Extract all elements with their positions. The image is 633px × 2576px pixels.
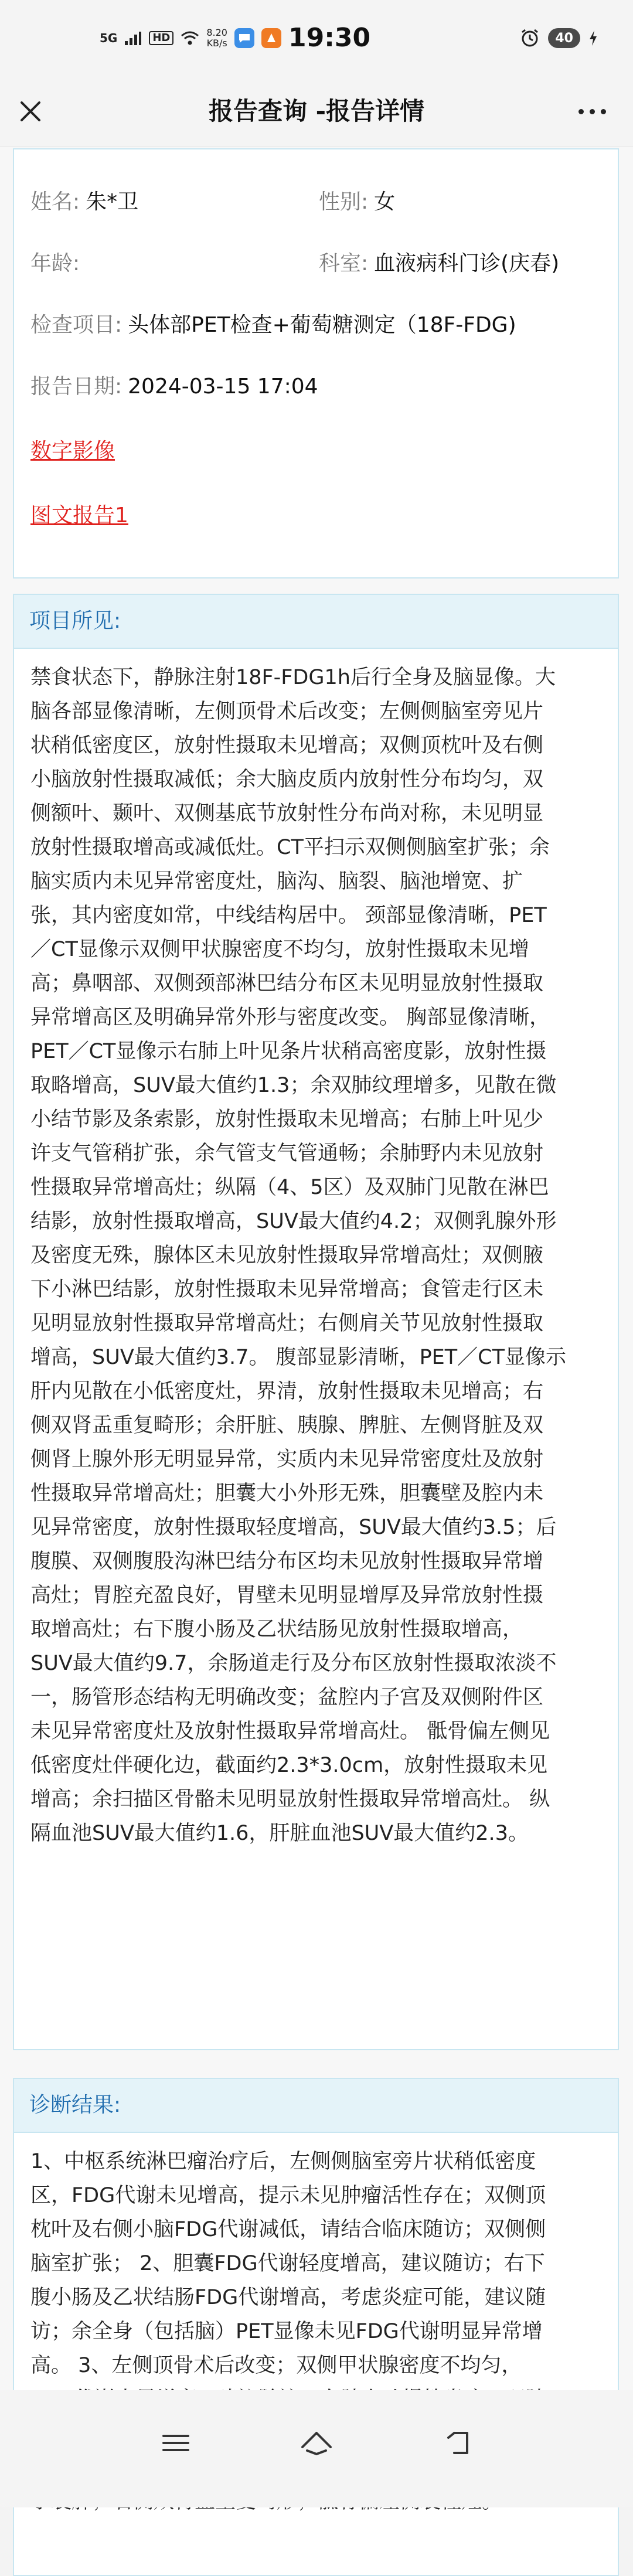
diagnosis-line: 枕叶及右侧小脑FDG代谢减低，请结合临床随访；双侧侧: [30, 2218, 546, 2241]
findings-section: [13, 594, 619, 2050]
diagnosis-line: 区，FDG代谢未见增高，提示未见肿瘤活性存在；双侧顶: [30, 2184, 546, 2207]
patient-name: 朱*卫: [86, 190, 139, 214]
findings-line: 脑各部显像清晰，左侧顶骨术后改变；左侧侧脑室旁见片: [30, 700, 544, 723]
findings-line: 张，其内密度如常，中线结构居中。 颈部显像清晰，PET: [30, 904, 547, 927]
findings-line: 小结节影及条索影，放射性摄取未见增高；右肺上叶见少: [30, 1108, 544, 1131]
image-report-link[interactable]: 图文报告1: [30, 503, 128, 528]
menu-icon: [161, 2431, 190, 2455]
name-label: 姓名:: [30, 190, 80, 214]
report-content: [0, 147, 633, 2390]
wifi-icon: [181, 30, 199, 46]
battery-level: 40: [548, 28, 580, 48]
home-button[interactable]: [293, 2425, 340, 2461]
findings-line: 一，肠管形态结构无明确改变；盆腔内子宫及双侧附件区: [30, 1686, 544, 1709]
alarm-icon: [520, 28, 540, 48]
findings-line: 增高；余扫描区骨骼未见明显放射性摄取异常增高灶。 纵: [30, 1788, 550, 1811]
menu-button[interactable]: [152, 2425, 199, 2461]
title-bar: [0, 76, 633, 147]
name-row: [30, 188, 138, 217]
more-icon-dot: [590, 109, 595, 114]
findings-line: 及密度无殊，腺体区未见放射性摄取异常增高灶；双侧腋: [30, 1244, 544, 1267]
findings-line: 许支气管稍扩张，余气管支气管通畅；余肺野内未见放射: [30, 1142, 544, 1165]
department: 血液病科门诊(庆春): [374, 251, 560, 275]
report-date-row: [30, 372, 318, 401]
hd-badge: HD: [149, 31, 173, 45]
findings-line: ／CT显像示双侧甲状腺密度不均匀，放射性摄取未见增: [30, 938, 529, 961]
patient-gender: 女: [374, 190, 396, 214]
exam-row: [30, 311, 516, 340]
findings-line: 隔血池SUV最大值约1.6，肝脏血池SUV最大值约2.3。: [30, 1822, 529, 1845]
report-date-label: 报告日期:: [30, 375, 122, 399]
findings-line: 状稍低密度区，放射性摄取未见增高；双侧顶枕叶及右侧: [30, 734, 544, 757]
home-icon: [299, 2428, 334, 2458]
findings-line: 结影，放射性摄取增高，SUV最大值约4.2；双侧乳腺外形: [30, 1210, 557, 1233]
findings-line: 异常增高区及明确异常外形与密度改变。 胸部显像清晰，: [30, 1006, 550, 1029]
diagnosis-line: 访；余全身（包括脑）PET显像未见FDG代谢明显异常增: [30, 2320, 543, 2343]
findings-line: 高灶；胃腔充盈良好，胃壁未见明显增厚及异常放射性摄: [30, 1584, 544, 1607]
charging-icon: [588, 30, 598, 46]
department-label: 科室:: [319, 251, 369, 275]
exam-label: 检查项目:: [30, 313, 122, 337]
findings-line: 脑实质内未见异常密度灶，脑沟、脑裂、脑池增宽、扩: [30, 870, 523, 893]
patient-info-card: [13, 148, 619, 579]
age-row: [30, 249, 86, 278]
notification-app-icon-2: [261, 28, 281, 48]
back-button[interactable]: [434, 2425, 481, 2461]
report-date: 2024-03-15 17:04: [128, 375, 318, 399]
gender-row: [319, 188, 395, 217]
system-nav-bar: [0, 2390, 633, 2507]
age-label: 年龄:: [30, 251, 80, 275]
more-icon-dot: [601, 109, 606, 114]
findings-line: 放射性摄取增高或减低灶。CT平扫示双侧侧脑室扩张；余: [30, 836, 550, 859]
network-speed: [206, 28, 227, 49]
app-logo-icon: [265, 32, 278, 45]
status-bar: [0, 0, 633, 76]
back-icon: [443, 2429, 472, 2456]
network-indicator: 5G: [100, 31, 118, 45]
speed-unit: KB/s: [206, 38, 227, 49]
findings-line: PET／CT显像示右肺上叶见条片状稍高密度影，放射性摄: [30, 1040, 547, 1063]
message-icon: [238, 33, 251, 43]
notification-app-icon: [234, 28, 254, 48]
findings-line: 未见异常密度灶及放射性摄取异常增高灶。 骶骨偏左侧见: [30, 1720, 550, 1743]
findings-line: 侧肾上腺外形无明显异常，实质内未见异常密度灶及放射: [30, 1448, 544, 1471]
gender-label: 性别:: [319, 190, 369, 214]
more-icon: [578, 109, 584, 114]
findings-heading: 项目所见:: [14, 595, 618, 649]
findings-line: 见异常密度，放射性摄取轻度增高，SUV最大值约3.5；后: [30, 1516, 557, 1539]
page-title: 报告查询 -报告详情: [208, 97, 425, 125]
more-button[interactable]: [569, 94, 615, 129]
findings-line: 小脑放射性摄取减低；余大脑皮质内放射性分布均匀，双: [30, 768, 544, 791]
findings-line: SUV最大值约9.7，余肠道走行及分布区放射性摄取浓淡不: [30, 1652, 557, 1675]
diagnosis-line: 腹小肠及乙状结肠FDG代谢增高，考虑炎症可能，建议随: [30, 2286, 546, 2309]
exam-item: 头体部PET检查+葡萄糖测定（18F-FDG): [128, 313, 516, 337]
speed-value: 8.20: [206, 27, 227, 38]
diagnosis-heading: 诊断结果:: [14, 2079, 618, 2133]
findings-line: 性摄取异常增高灶；胆囊大小外形无殊，胆囊壁及腔内未: [30, 1482, 544, 1505]
findings-line: 下小淋巴结影，放射性摄取未见异常增高；食管走行区未: [30, 1278, 544, 1301]
status-right: [520, 23, 598, 53]
digital-image-link[interactable]: 数字影像: [30, 439, 115, 463]
status-left: [100, 23, 281, 53]
findings-line: 低密度灶伴硬化边，截面约2.3*3.0cm，放射性摄取未见: [30, 1754, 548, 1777]
findings-line: 取增高灶；右下腹小肠及乙状结肠见放射性摄取增高，: [30, 1618, 523, 1641]
findings-line: 见明显放射性摄取异常增高灶；右侧肩关节见放射性摄取: [30, 1312, 544, 1335]
findings-line: 增高，SUV最大值约3.7。 腹部显影清晰，PET／CT显像示: [30, 1346, 566, 1369]
diagnosis-line: 高。 3、左侧顶骨术后改变；双侧甲状腺密度不均匀，: [30, 2354, 522, 2377]
findings-line: 性摄取异常增高灶；纵隔（4、5区）及双肺门见散在淋巴: [30, 1176, 549, 1199]
findings-line: 禁食状态下，静脉注射18F-FDG1h后行全身及脑显像。大: [30, 666, 556, 689]
signal-icon: [124, 31, 142, 45]
findings-line: 高；鼻咽部、双侧颈部淋巴结分布区未见明显放射性摄取: [30, 972, 544, 995]
clock: 19:30: [288, 23, 371, 53]
diagnosis-line: 脑室扩张； 2、胆囊FDG代谢轻度增高，建议随访；右下: [30, 2252, 545, 2275]
department-row: [319, 249, 559, 278]
findings-line: 侧额叶、颞叶、双侧基底节放射性分布尚对称，未见明显: [30, 802, 544, 825]
findings-line: 取略增高，SUV最大值约1.3；余双肺纹理增多，见散在微: [30, 1074, 557, 1097]
findings-line: 侧双肾盂重复畸形；余肝脏、胰腺、脾脏、左侧肾脏及双: [30, 1414, 544, 1437]
findings-text: [14, 649, 618, 1850]
diagnosis-line: 1、中枢系统淋巴瘤治疗后，左侧侧脑室旁片状稍低密度: [30, 2150, 536, 2173]
findings-line: 肝内见散在小低密度灶，界清，放射性摄取未见增高；右: [30, 1380, 544, 1403]
findings-line: 腹膜、双侧腹股沟淋巴结分布区均未见放射性摄取异常增: [30, 1550, 544, 1573]
